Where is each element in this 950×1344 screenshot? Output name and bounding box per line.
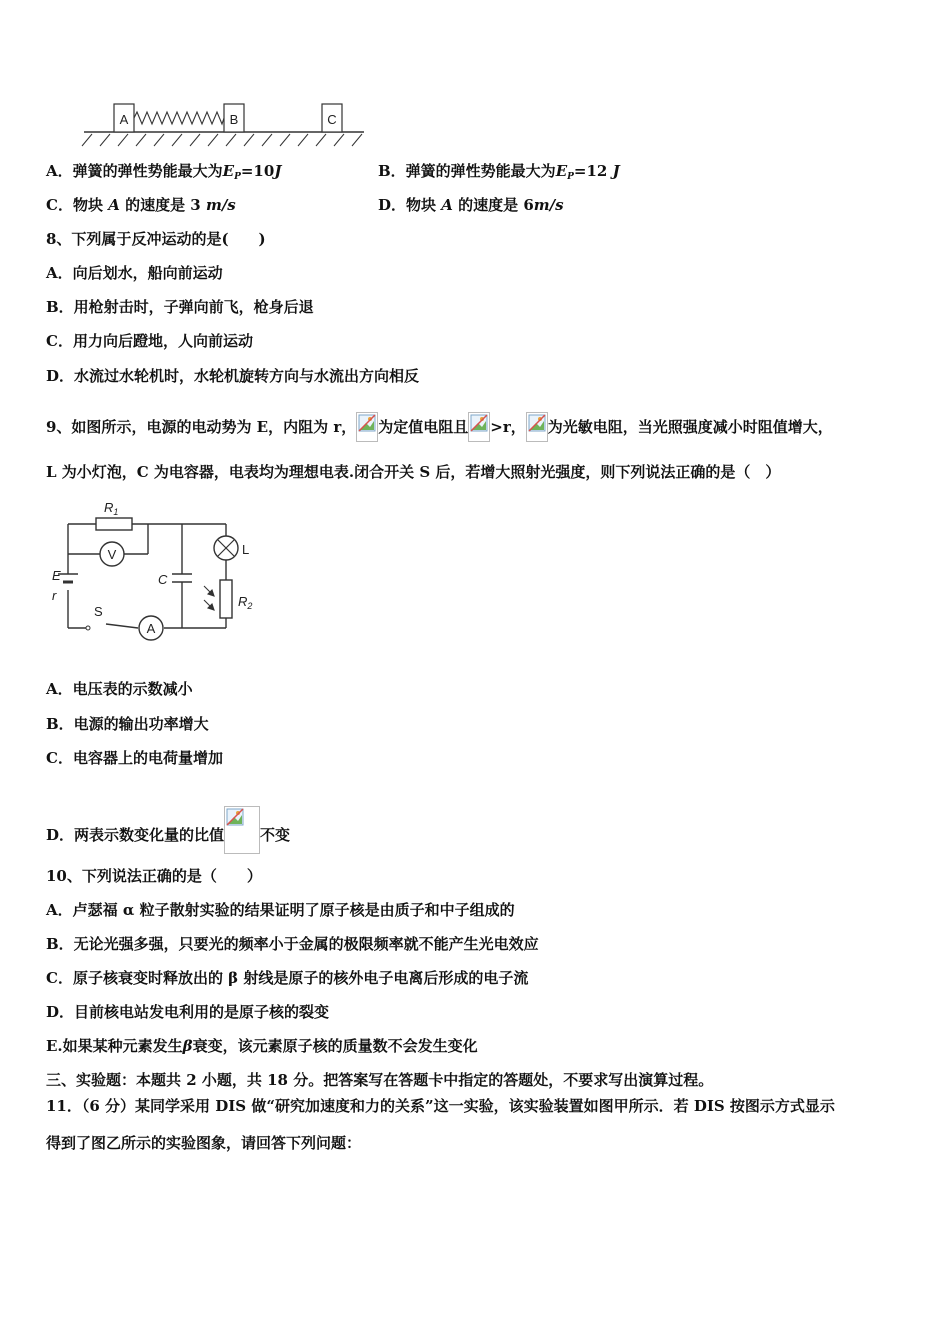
q9-option-c: C．电容器上的电荷量增加 — [46, 749, 223, 767]
q9-option-d: D．两表示数变化量的比值 不变 — [46, 806, 290, 854]
section-heading: 三、实验题：本题共 2 小题，共 18 分。把答案写在答题卡中指定的答题处，不要求写出演算过程。 — [46, 1071, 714, 1089]
q9-stem-line1: 9、如图所示，电源的电动势为 E，内阻为 r， 为定值电阻且 >r， 为光敏电阻，当光照强度减小时阻值增大， — [46, 412, 833, 442]
q10-option-c: C．原子核衰变时释放出的 β 射线是原子的核外电子电离后形成的电子流 — [46, 969, 529, 987]
spring — [134, 112, 224, 124]
q11-line2: 得到了图乙所示的实验图象，请回答下列问题： — [46, 1134, 362, 1152]
broken-image-icon — [356, 412, 378, 442]
q8-option-b: B．用枪射击时，子弹向前飞，枪身后退 — [46, 298, 314, 316]
q7-option-a: A．弹簧的弹性势能最大为$E_P=10J$ — [46, 162, 282, 182]
q8-stem: 8、下列属于反冲运动的是( ) — [46, 230, 266, 248]
q10-option-e: E.如果某种元素发生β衰变，该元素原子核的质量数不会发生变化 — [46, 1037, 478, 1055]
ammeter-label: A — [146, 621, 156, 636]
emf-label: E — [52, 568, 61, 583]
block-b-label: B — [229, 112, 239, 127]
switch-label: S — [94, 604, 103, 619]
q10-stem: 10、下列说法正确的是（ ） — [46, 867, 262, 885]
q10-option-a: A．卢瑟福 α 粒子散射实验的结果证明了原子核是由质子和中子组成的 — [46, 901, 515, 919]
r2-label: $R_2$ — [238, 594, 253, 611]
broken-image-icon — [224, 806, 260, 854]
internal-r-label: r — [52, 588, 57, 603]
q10-option-b: B．无论光强多强，只要光的频率小于金属的极限频率就不能产生光电效应 — [46, 935, 539, 953]
voltmeter-label: V — [107, 547, 117, 562]
q7-option-d: D．物块 A 的速度是 6m/s — [378, 196, 564, 214]
resistor-r1 — [96, 518, 132, 530]
q7-option-c: C．物块 A 的速度是 3 m/s — [46, 196, 236, 214]
q8-option-d: D．水流过水轮机时，水轮机旋转方向与水流出方向相反 — [46, 367, 420, 385]
q10-option-d: D．目前核电站发电利用的是原子核的裂变 — [46, 1003, 330, 1021]
spring-blocks-figure — [80, 98, 370, 150]
block-a-label: A — [119, 112, 129, 127]
q11-line1: 11．（6 分）某同学采用 DIS 做“研究加速度和力的关系”这一实验，该实验装置如图甲所示．若 DIS 按图示方式显示 — [46, 1097, 835, 1115]
block-c-label: C — [327, 112, 337, 127]
broken-image-icon — [468, 412, 490, 442]
q8-option-c: C．用力向后蹬地，人向前运动 — [46, 332, 253, 350]
lamp-label: L — [242, 542, 250, 557]
q9-stem-line2: L 为小灯泡，C 为电容器，电表均为理想电表.闭合开关 S 后，若增大照射光强度，则下列说法正确的是（ ） — [46, 463, 781, 481]
resistor-r2 — [220, 580, 232, 618]
broken-image-icon — [526, 412, 548, 442]
q9-option-b: B．电源的输出功率增大 — [46, 715, 209, 733]
light-arrows-icon — [204, 586, 214, 610]
q7-option-b: B．弹簧的弹性势能最大为$E_P=12$ J — [378, 162, 620, 182]
q9-circuit-diagram — [46, 494, 266, 644]
q8-option-a: A．向后划水，船向前运动 — [46, 264, 223, 282]
capacitor-label: C — [158, 572, 168, 587]
q9-option-a: A．电压表的示数减小 — [46, 680, 193, 698]
r1-label: $R_1$ — [104, 500, 119, 517]
